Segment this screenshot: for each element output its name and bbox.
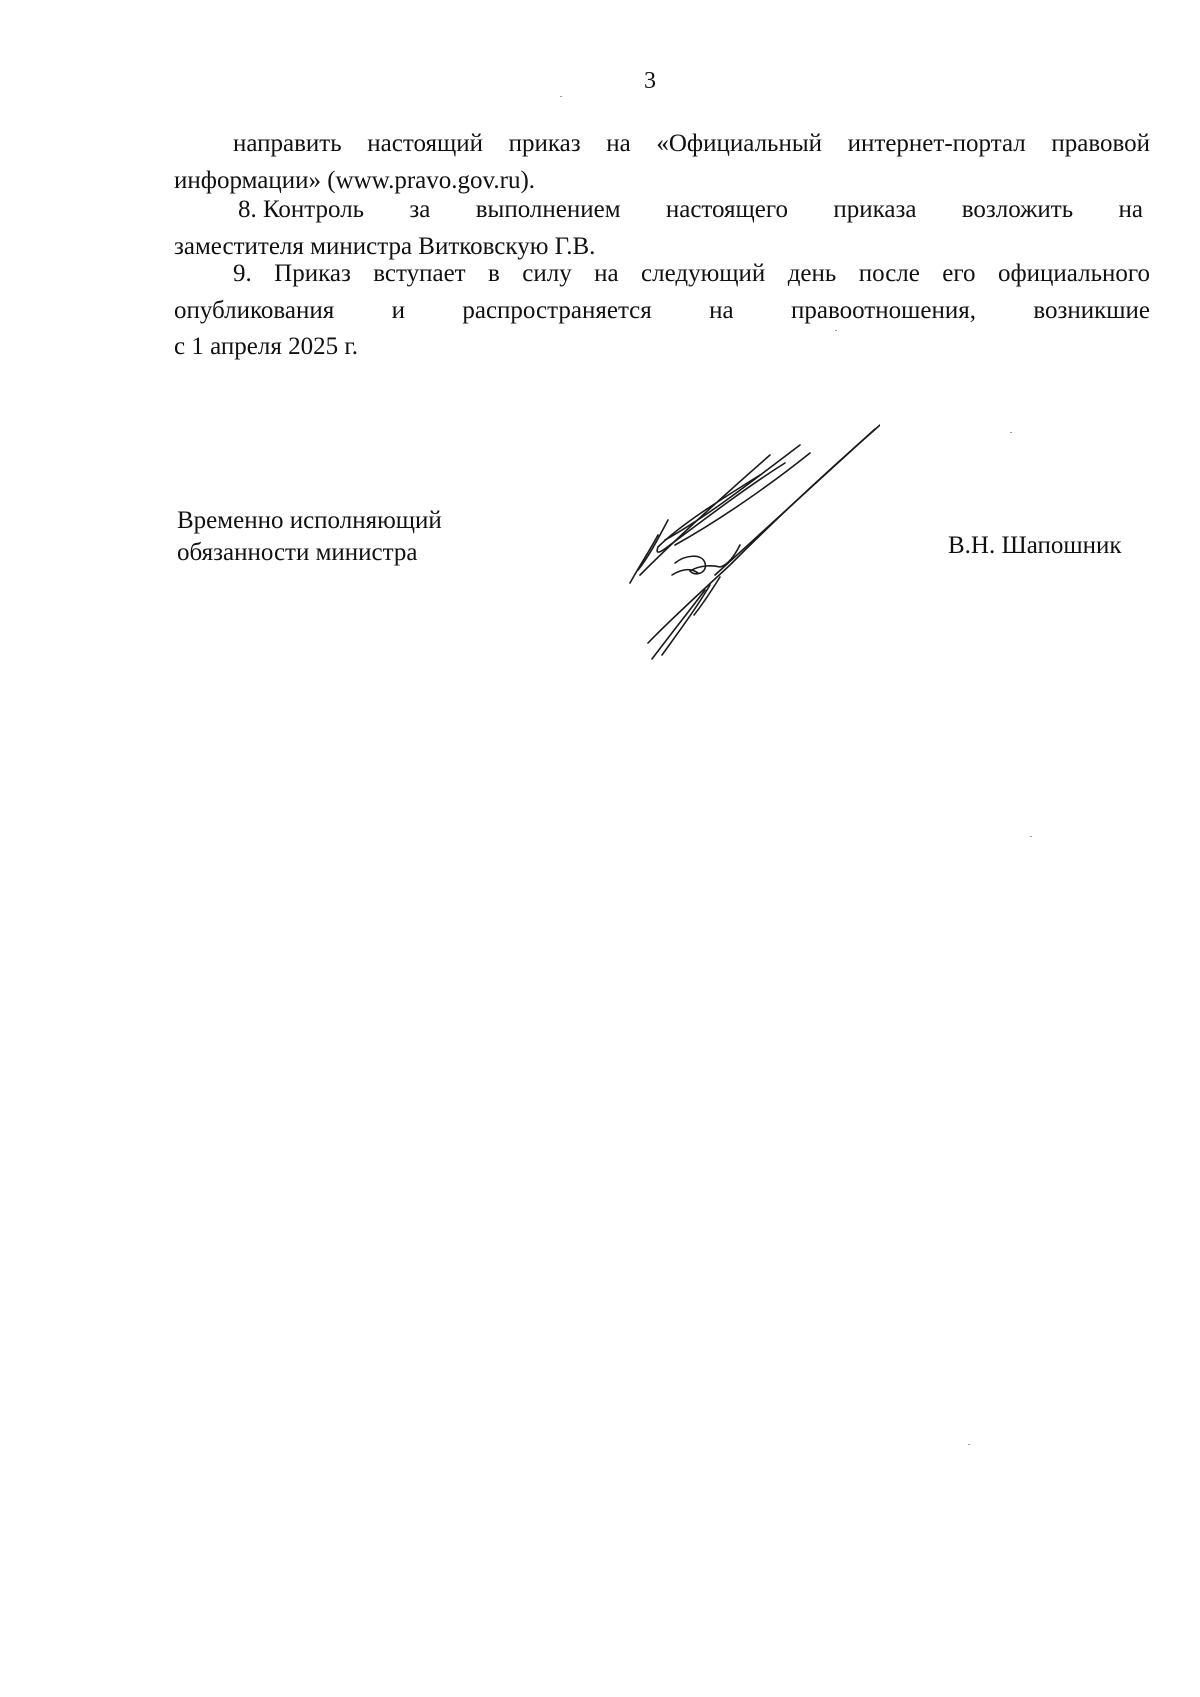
signer-position-line-1: Временно исполняющий — [177, 507, 442, 534]
word: возложить — [961, 196, 1074, 223]
paragraph-line: информации» (www.pravo.gov.ru). — [174, 167, 536, 194]
word: на — [709, 297, 734, 324]
item-9-second-line — [174, 298, 1150, 323]
scan-speck — [1030, 836, 1032, 837]
scan-speck — [835, 330, 837, 331]
word: 8. Контроль — [238, 196, 365, 223]
scan-speck — [560, 96, 562, 97]
word: распространяется — [462, 297, 652, 324]
word: за — [409, 196, 431, 223]
paragraph-line: 9. Приказ вступает в силу на следующий день после его официального — [233, 260, 1150, 287]
word: опубликования — [174, 297, 335, 324]
item-8-first-line — [238, 197, 1143, 222]
word: на — [1118, 196, 1143, 223]
word: возникшие — [1033, 297, 1150, 324]
handwritten-signature — [610, 415, 880, 660]
scan-speck — [968, 1444, 970, 1445]
signer-name: В.Н. Шапошник — [948, 532, 1122, 559]
word: выполнением — [475, 196, 621, 223]
word: настоящего — [665, 196, 789, 223]
signer-position-line-2: обязанности министра — [177, 539, 418, 566]
scan-speck — [1010, 432, 1012, 433]
word: правоотношения, — [791, 297, 976, 324]
paragraph-line: заместителя министра Витковскую Г.В. — [174, 233, 596, 260]
paragraph-line: с 1 апреля 2025 г. — [174, 333, 358, 360]
word: приказа — [833, 196, 917, 223]
paragraph-line: направить настоящий приказ на «Официальный интернет-портал правовой — [233, 130, 1150, 157]
page-number: 3 — [644, 68, 656, 94]
word: и — [391, 297, 405, 324]
